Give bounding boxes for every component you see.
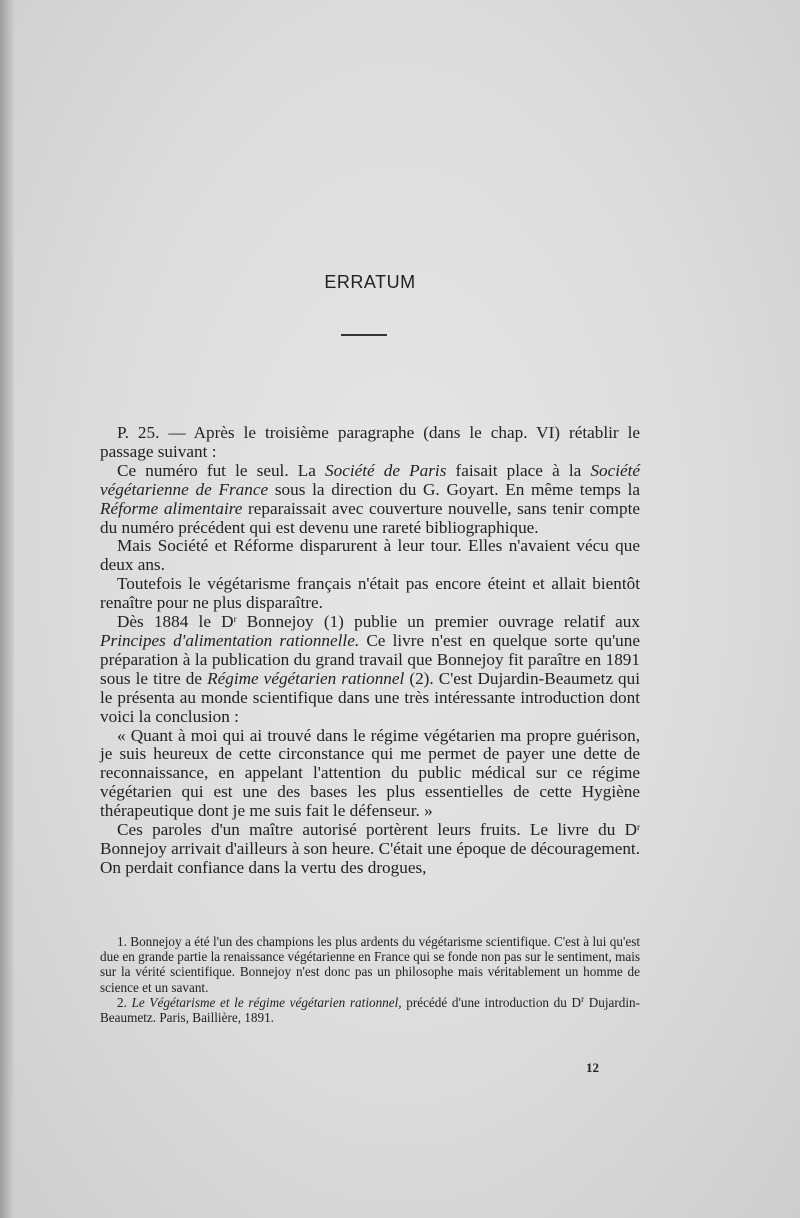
paragraph-run: faisait place à la [446, 460, 591, 480]
paragraph-run: sous la direction du G. Goyart. En même temps la [268, 479, 640, 499]
paragraph [100, 727, 640, 822]
paragraph [100, 462, 640, 538]
footnote-run: Dujardin-Beaumetz. Paris, Baillière, 1891. [100, 994, 640, 1026]
footnote [100, 934, 640, 995]
paragraph-run: « Quant à moi qui ai trouvé dans le régime végétarien ma propre guérison, je suis heureux de cette circonstance qui me permet de payer une dette de reconnaissance, en appelant l'attention du public médical sur ce régime végétarien qui est une des bases les plus essentielles de cette Hygiène thérapeutique dont je me suis fait le défenseur. » [100, 725, 640, 821]
paragraph [100, 821, 640, 878]
page-title: ERRATUM [324, 272, 416, 292]
paragraph-run: Bonnejoy arrivait d'ailleurs à son heure. C'était une époque de découragement. On perdait confiance dans la vertu des drogues, [100, 838, 640, 877]
paragraph-run: (2). C'est Dujardin-Beaumetz qui le présenta au monde scientifique dans une très intéressante introduction dont voici la conclusion : [100, 668, 640, 726]
paragraph [100, 575, 640, 613]
paragraph [100, 537, 640, 575]
footnote-run: précédé d'une introduction du D [401, 994, 582, 1010]
paragraph-run: reparaissait avec couverture nouvelle, sans tenir compte du numéro précédent qui est devenu une rareté bibliographique. [100, 498, 640, 537]
paragraph-run: Dès 1884 le D [117, 612, 234, 632]
paragraph [100, 424, 640, 462]
footnote-run: r [581, 993, 585, 1004]
paragraph-run: Bonnejoy (1) publie un premier ouvrage relatif aux [236, 612, 640, 632]
paragraph-run: Régime végétarien rationnel [207, 668, 405, 688]
footnote-run: 2. [117, 994, 132, 1010]
body-text [100, 424, 640, 878]
paragraph-run: P. 25. — Après le troisième paragraphe (dans le chap. VI) rétablir le passage suivant : [100, 423, 640, 461]
paragraph-run: Réforme alimentaire [100, 498, 243, 518]
paragraph [100, 613, 640, 726]
title-rule [341, 334, 387, 336]
page-binding-shadow [0, 0, 14, 1218]
paragraph-run: r [637, 822, 640, 833]
paragraph-run: Ce numéro fut le seul. La [117, 460, 326, 480]
paragraph-run: Ce livre n'est en quelque sorte qu'une préparation à la publication du grand travail que Bonnejoy fit paraître en 1891 sous le titre de [100, 630, 641, 688]
footnote [100, 995, 640, 1025]
footnote-run: 1. Bonnejoy a été l'un des champions les plus ardents du végétarisme scientifique. C'est à lui qu'est due en grande partie la renaissance végétarienne en France qui se fonde non pas sur le sentiment, mais sur la vérité scientifique. Bonnejoy n'est donc pas un philosophe mais véritablement un homme de science et un savant. [100, 934, 640, 995]
paragraph-run: r [233, 614, 237, 625]
page-number: 12 [586, 1060, 599, 1075]
paragraph-run: Société végétarienne de France [100, 460, 640, 499]
paragraph-run: Principes d'alimentation rationnelle. [100, 630, 360, 650]
paragraph-run: Ces paroles d'un maître autorisé portèrent leurs fruits. Le livre du D [117, 820, 637, 840]
paragraph-run: Mais Société et Réforme disparurent à leur tour. Elles n'avaient vécu que deux ans. [100, 536, 640, 575]
footnote-run: Le Végétarisme et le régime végétarien rationnel, [131, 994, 402, 1010]
paragraph-run: Société de Paris [325, 460, 447, 480]
paragraph-run: Toutefois le végétarisme français n'était pas encore éteint et allait bientôt renaître pour ne plus disparaître. [100, 574, 640, 613]
footnotes [100, 934, 640, 1025]
